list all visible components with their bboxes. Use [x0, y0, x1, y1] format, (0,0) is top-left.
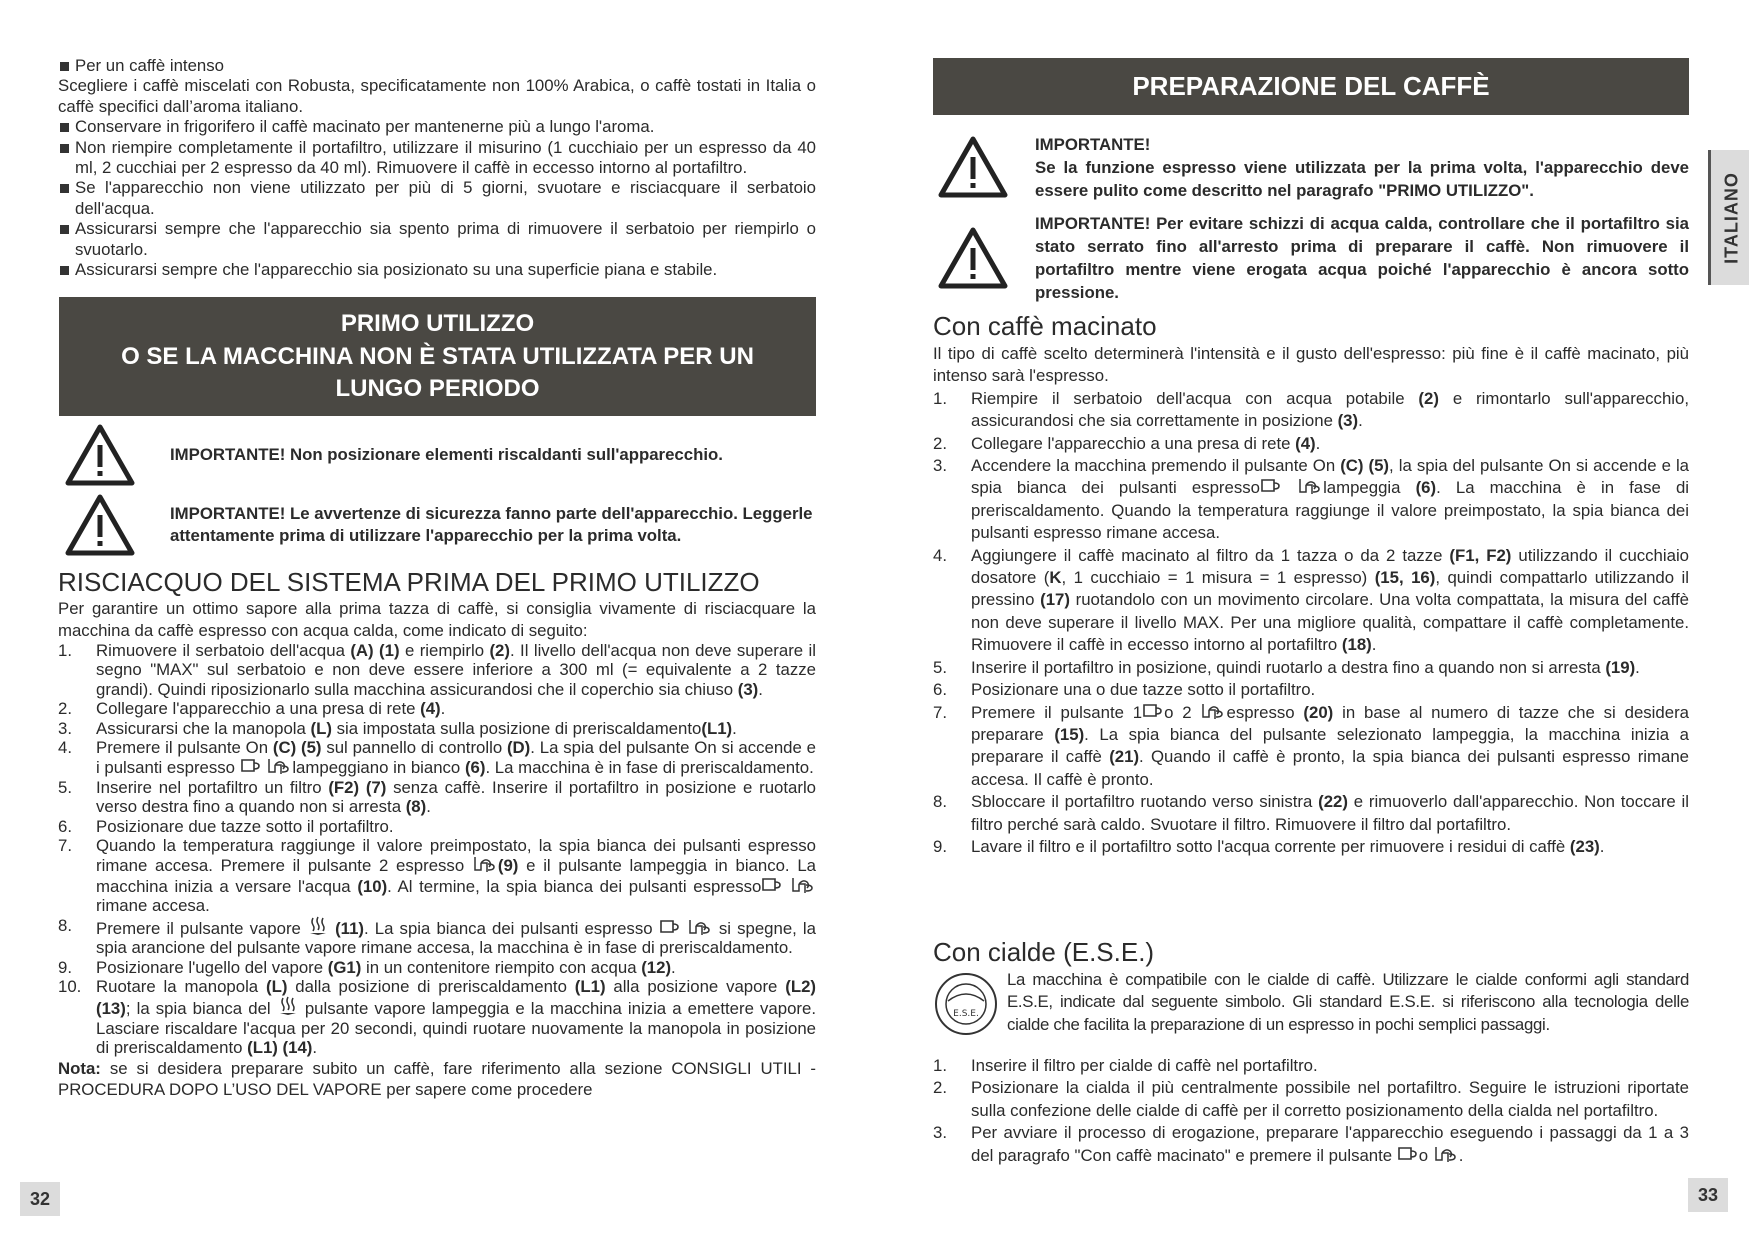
list-text: Premere il pulsante 1 o 2 espresso (20) in base al numero di tazze che si desidera preparare (15). La spia bianca del pulsante selezionato lampeggia, la macchina inizia a preparare il caffè (21). Quando il caffè è pronto, la spia bianca dei pulsanti espresso rimane accesa. Il caffè è pronto. — [971, 702, 1689, 789]
one-cup-icon — [1397, 1145, 1419, 1163]
list-number: 4. — [58, 738, 72, 758]
list-item — [933, 679, 1689, 701]
list-number: 1. — [58, 641, 72, 660]
language-tab: ITALIANO — [1708, 150, 1749, 285]
warning-block-2 — [65, 493, 815, 557]
pods-heading: Con cialde (E.S.E.) — [933, 937, 1155, 967]
list-number: 10. — [58, 976, 82, 996]
list-item — [58, 738, 816, 778]
list-text: Riempire il serbatoio dell'acqua con acqua potabile (2) e rimontarlo sull'apparecchio, assicurandosi che sia correttamente in posizione (3). — [971, 388, 1689, 431]
bullet-item: Per un caffè intenso — [58, 56, 816, 76]
list-number: 4. — [933, 545, 947, 565]
list-number: 3. — [933, 456, 947, 476]
list-number: 5. — [58, 777, 72, 797]
ese-logo-icon — [933, 971, 999, 1037]
two-cups-icon — [1200, 702, 1226, 720]
banner-line: O SE LA MACCHINA NON È STATA UTILIZZATA PER UN — [121, 342, 754, 370]
bullet-text: Non riempire completamente il portafiltro, utilizzare il misurino (1 cucchiaio per un espresso da 40 ml, 2 cucchiai per 2 espresso da 40 ml). Rimuovere il caffè in eccesso intorno al portafiltro. — [75, 137, 816, 178]
list-text: Premere il pulsante On (C) (5) sul pannello di controllo (D). La spia del pulsante On si accende e i pulsanti espresso lampeggiano in bianco (6). La macchina è in fase di preriscaldamento. — [96, 738, 816, 778]
two-cups-icon — [1297, 477, 1323, 495]
page-number-right: 33 — [1688, 1178, 1728, 1212]
list-text: Posizionare l'ugello del vapore (G1) in un contenitore riempito con acqua (12). — [96, 957, 676, 977]
list-number: 1. — [933, 1056, 947, 1075]
preparation-banner: PREPARAZIONE DEL CAFFÈ — [933, 58, 1689, 115]
list-text: Posizionare due tazze sotto il portafiltro. — [96, 816, 394, 836]
two-cups-icon — [472, 855, 498, 873]
list-item — [933, 1122, 1689, 1167]
list-item — [58, 699, 816, 718]
list-item — [58, 977, 816, 1058]
list-number: 8. — [58, 915, 72, 935]
bullet-item — [58, 138, 816, 179]
list-text: Lavare il filtro e il portafiltro sotto l'acqua corrente per rimuovere i residui di caffè (23). — [971, 836, 1605, 856]
rinse-note: Nota: se si desidera preparare subito un caffè, fare riferimento alla sezione CONSIGLI UTILI - PROCEDURA DOPO L’USO DEL VAPORE per sapere come procedere — [58, 1058, 816, 1100]
pods-intro-row — [933, 969, 1689, 1037]
list-text: Ruotare la manopola (L) dalla posizione di preriscaldamento (L1) alla posizione vapore (L2) (13); la spia bianca del pulsante vapore lampeggia e la macchina inizia a emettere vapore. Lasciare riscaldare l'acqua per 20 secondi, quindi ruotare nuovamente la manopola in posizione di preriscaldamento (L1) (14). — [96, 976, 816, 1058]
two-cups-icon — [1433, 1145, 1459, 1163]
steam-icon — [277, 996, 299, 1016]
list-item — [933, 1055, 1689, 1077]
list-text: Inserire il filtro per cialde di caffè nel portafiltro. — [971, 1056, 1318, 1075]
list-number: 9. — [58, 957, 72, 977]
warning-block-3 — [933, 133, 1689, 202]
banner-line: PRIMO UTILIZZO — [340, 310, 535, 337]
two-cups-icon — [266, 757, 292, 775]
list-item — [933, 836, 1689, 858]
bullet-text: Assicurarsi sempre che l'apparecchio sia spento prima di rimuovere il serbatoio per riempirlo o svuotarlo. — [75, 219, 816, 259]
steam-icon — [307, 916, 329, 936]
list-item — [58, 719, 816, 738]
ground-steps-list — [933, 388, 1689, 859]
list-text: Quando la temperatura raggiunge il valore preimpostato, la spia bianca dei pulsanti espresso rimane accesa. Premere il pulsante 2 espresso (9) e il pulsante lampeggia in bianco. La macchina inizia a versare l'acqua (10). Al termine, la spia bianca dei pulsanti espresso rimane accesa. — [96, 836, 816, 916]
warning-text: IMPORTANTE! Non posizionare elementi riscaldanti sull'apparecchio. — [170, 445, 723, 464]
two-cups-icon — [687, 918, 713, 936]
list-item — [933, 388, 1689, 433]
warning-icon — [938, 226, 1008, 290]
list-text: Rimuovere il serbatoio dell'acqua (A) (1) e riempirlo (2). Il livello dell'acqua non deve superare il segno "MAX" sul serbatoio e non deve essere inferiore a 300 ml (= equivalente a 2 tazze grandi). Quindi riposizionarlo sulla macchina assicurandosi che il coperchio sia chiuso (3). — [96, 641, 816, 699]
svg-text:E.S.E.: E.S.E. — [953, 1009, 979, 1019]
list-number: 2. — [58, 699, 72, 719]
list-text: Collegare l'apparecchio a una presa di rete (4). — [971, 433, 1321, 453]
rinse-steps-list — [58, 641, 816, 1058]
list-text: Assicurarsi che la manopola (L) sia impostata sulla posizione di preriscaldamento(L1). — [96, 718, 737, 738]
bullet-item — [58, 260, 816, 280]
bullet-item — [58, 219, 816, 260]
list-item — [933, 657, 1689, 679]
list-number: 7. — [58, 836, 72, 856]
list-item — [933, 545, 1689, 657]
warning-text: IMPORTANTE! Le avvertenze di sicurezza fanno parte dell'apparecchio. Leggerle attentamente prima di utilizzare l'apparecchio per la prima volta. — [170, 504, 813, 545]
bullet-item — [58, 117, 816, 137]
list-text: Aggiungere il caffè macinato al filtro da 1 tazza o da 2 tazze (F1, F2) utilizzando il cucchiaio dosatore (K, 1 cucchiaio = 1 misura = 1 espresso) (15, 16), quindi compattarlo utilizzando il pressino (17) ruotandolo con un movimento circolare. Una volta compattata, la misura del caffè non deve superare il livello MAX. Per una migliore qualità, compattare il caffè completamente. Rimuovere il caffè in eccesso intorno al portafiltro (18). — [971, 545, 1690, 655]
list-text: Posizionare una o due tazze sotto il portafiltro. — [971, 680, 1316, 700]
list-number: 9. — [933, 836, 947, 856]
list-number: 2. — [933, 1078, 947, 1098]
list-item — [933, 1077, 1689, 1122]
list-text: Sbloccare il portafiltro ruotando verso sinistra (22) e rimuoverlo dall'apparecchio. Non toccare il filtro perché sarà caldo. Svuotare il filtro. Rimuovere il filtro dal portafiltro. — [971, 792, 1689, 834]
list-item — [58, 916, 816, 958]
list-item — [933, 702, 1689, 792]
rinse-intro: Per garantire un ottimo sapore alla prima tazza di caffè, si consiglia vivamente di risciacquare la macchina da caffè espresso con acqua calda, come indicato di seguito: — [58, 599, 816, 640]
list-item — [58, 958, 816, 977]
two-cups-icon — [790, 876, 816, 894]
rinse-section — [58, 567, 816, 1101]
bullet-text: Conservare in frigorifero il caffè macinato per mantenerne più a lungo l'aroma. — [75, 117, 655, 137]
list-item — [933, 455, 1689, 545]
list-text: Collegare l'apparecchio a una presa di rete (4). — [96, 699, 446, 719]
pods-intro: La macchina è compatibile con le cialde di caffè. Utilizzare le cialde conformi agli standard E.S.E, indicate dal seguente simbolo. Gli standard E.S.E. si riferiscono alla tecnologia delle cialde che facilita la preparazione di un espresso in pochi semplici passaggi. — [1007, 970, 1689, 1034]
one-cup-icon — [240, 757, 262, 775]
bullet-text: Assicurarsi sempre che l'apparecchio sia posizionato su una superficie piana e stabile. — [75, 260, 718, 280]
list-number: 3. — [58, 718, 72, 738]
bullet-item — [58, 178, 816, 219]
tips-bullet-list — [58, 117, 816, 280]
ground-coffee-section — [933, 311, 1689, 858]
warning-icon — [65, 423, 135, 487]
one-cup-icon — [1260, 477, 1282, 495]
list-number: 8. — [933, 792, 947, 812]
warning-icon — [65, 493, 135, 557]
intense-text: Scegliere i caffè miscelati con Robusta, specificatamente non 100% Arabica, o caffè tostati in Italia o caffè specifici dall’aroma italiano. — [58, 76, 816, 116]
list-number: 5. — [933, 657, 947, 677]
warning-text: IMPORTANTE! Per evitare schizzi di acqua calda, controllare che il portafiltro sia stato serrato fino all'arresto prima di preparare il caffè. Non rimuovere il portafiltro mentre viene erogata acqua poiché l'apparecchio è ancora sotto pressione. — [1035, 214, 1689, 302]
bullet-text: Se l'apparecchio non viene utilizzato per più di 5 giorni, svuotare e risciacquare il serbatoio dell'acqua. — [75, 178, 816, 218]
list-text: Accendere la macchina premendo il pulsante On (C) (5), la spia del pulsante On si accende e la spia bianca dei pulsanti espresso lampeggia (6). La macchina è in fase di preriscaldamento. Quando la temperatura raggiunge il valore preimpostato, la spia bianca dei pulsanti espresso rimane accesa. — [971, 456, 1690, 543]
ground-coffee-heading: Con caffè macinato — [933, 311, 1157, 341]
list-number: 6. — [933, 680, 947, 700]
list-number: 6. — [58, 816, 72, 836]
list-number: 2. — [933, 433, 947, 453]
rinse-heading: RISCIACQUO DEL SISTEMA PRIMA DEL PRIMO UTILIZZO — [58, 567, 760, 597]
list-text: Premere il pulsante vapore (11). La spia bianca dei pulsanti espresso si spegne, la spia arancione del pulsante vapore rimane accesa, la macchina è in fase di preriscaldamento. — [96, 916, 816, 958]
one-cup-icon — [761, 876, 783, 894]
warning-icon — [938, 135, 1008, 199]
list-text: Inserire nel portafiltro un filtro (F2) (7) senza caffè. Inserire il portafiltro in posizione e ruotarlo verso destra fino a quando non si arresta (8). — [96, 777, 817, 817]
list-item — [58, 641, 816, 699]
list-number: 7. — [933, 702, 947, 722]
warning-text: IMPORTANTE! Se la funzione espresso viene utilizzata per la prima volta, l'apparecchio deve essere pulito come descritto nel paragrafo "PRIMO UTILIZZO". — [1035, 135, 1689, 200]
pods-steps-list — [933, 1055, 1689, 1167]
list-number: 3. — [933, 1123, 947, 1143]
one-cup-icon — [1142, 702, 1164, 720]
warning-block-4 — [933, 212, 1689, 304]
one-cup-icon — [659, 918, 681, 936]
list-item — [58, 817, 816, 836]
first-use-banner — [59, 297, 816, 416]
list-number: 1. — [933, 388, 947, 408]
banner-line: LUNGO PERIODO — [335, 375, 540, 402]
pods-section — [933, 937, 1689, 1167]
tips-section — [58, 56, 816, 280]
list-item — [933, 791, 1689, 836]
warning-block-1 — [65, 423, 815, 487]
page-number-left: 32 — [20, 1182, 60, 1216]
list-text: Inserire il portafiltro in posizione, quindi ruotarlo a destra fino a quando non si arresta (19). — [971, 657, 1640, 677]
list-item — [58, 778, 816, 817]
list-item — [58, 836, 816, 916]
list-text: Per avviare il processo di erogazione, preparare l'apparecchio eseguendo i passaggi da 1 a 3 del paragrafo "Con caffè macinato" e premere il pulsante o . — [971, 1123, 1689, 1165]
ground-intro: Il tipo di caffè scelto determinerà l'intensità e il gusto dell'espresso: più fine è il caffè macinato, più intenso sarà l'espresso. — [933, 344, 1689, 386]
list-item — [933, 433, 1689, 455]
list-text: Posizionare la cialda il più centralmente possibile nel portafiltro. Seguire le istruzioni riportate sulla confezione delle cialde di caffè per il corretto posizionamento della cialda nel portafiltro. — [971, 1078, 1689, 1120]
